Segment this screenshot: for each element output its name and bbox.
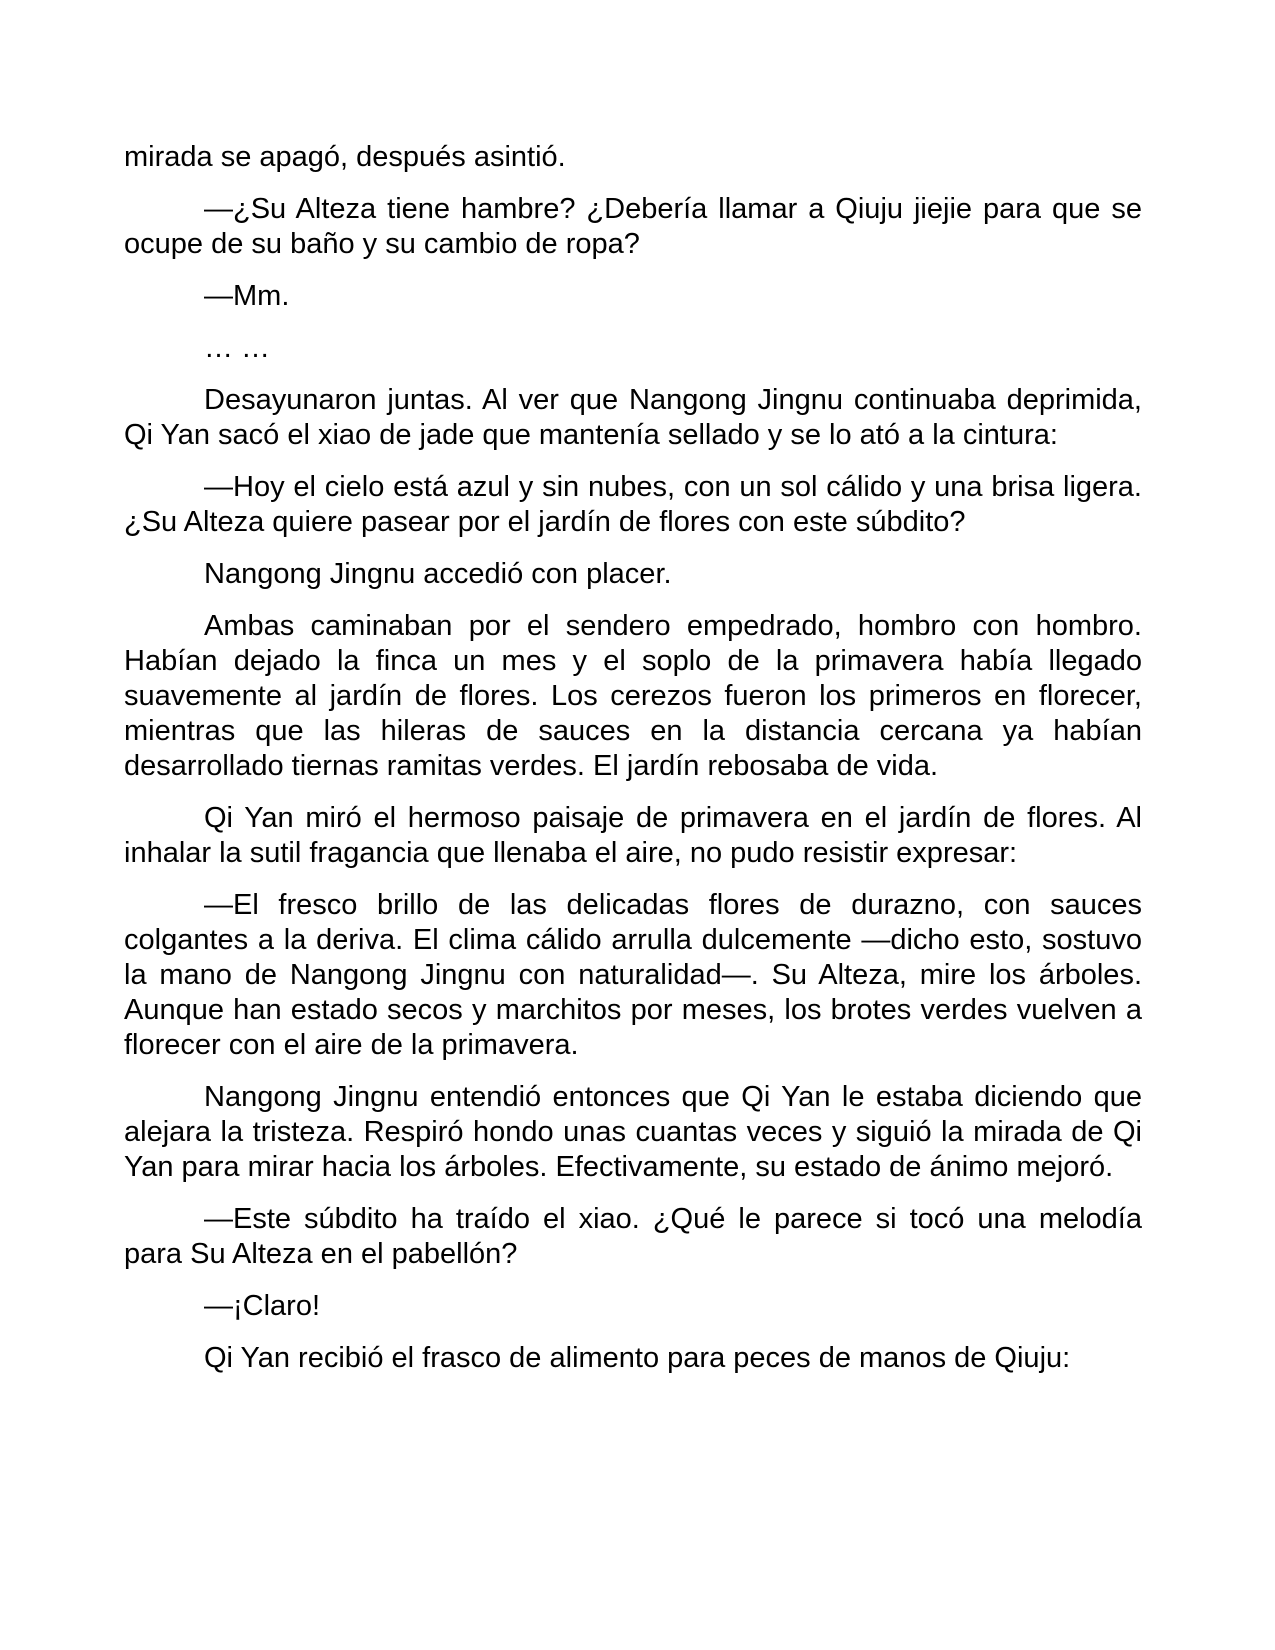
paragraph-8: Ambas caminaban por el sendero empedrado, hombro con hombro. Habían dejado la finca un mes y el soplo de la primavera había llegado suavemente al jardín de flores. Los cerezos fueron los primeros en florecer, mientras que las hileras de sauces en la distancia cercana ya habían desarrollado tiernas ramitas verdes. El jardín rebosaba de vida. — [124, 610, 1142, 782]
paragraph-6: —Hoy el cielo está azul y sin nubes, con un sol cálido y una brisa ligera. ¿Su Alteza quiere pasear por el jardín de flores con este súbdito? — [124, 471, 1142, 538]
document-page — [124, 140, 1142, 1393]
paragraph-9: Qi Yan miró el hermoso paisaje de primavera en el jardín de flores. Al inhalar la sutil fragancia que llenaba el aire, no pudo resistir expresar: — [124, 802, 1142, 869]
paragraph-7: Nangong Jingnu accedió con placer. — [204, 558, 672, 590]
paragraph-14: Qi Yan recibió el frasco de alimento para peces de manos de Qiuju: — [204, 1342, 1071, 1374]
paragraph-13: —¡Claro! — [204, 1290, 321, 1322]
paragraph-3: —Mm. — [204, 280, 290, 312]
paragraph-2: —¿Su Alteza tiene hambre? ¿Debería llamar a Qiuju jiejie para que se ocupe de su baño y su cambio de ropa? — [124, 193, 1142, 260]
paragraph-10: —El fresco brillo de las delicadas flores de durazno, con sauces colgantes a la deriva. El clima cálido arrulla dulcemente —dicho esto, sostuvo la mano de Nangong Jingnu con naturalidad—. Su Alteza, mire los árboles. Aunque han estado secos y marchitos por meses, los brotes verdes vuelven a florecer con el aire de la primavera. — [124, 889, 1142, 1061]
paragraph-11: Nangong Jingnu entendió entonces que Qi Yan le estaba diciendo que alejara la tristeza. Respiró hondo unas cuantas veces y siguió la mirada de Qi Yan para mirar hacia los árboles. Efectivamente, su estado de ánimo mejoró. — [124, 1081, 1142, 1183]
paragraph-5: Desayunaron juntas. Al ver que Nangong Jingnu continuaba deprimida, Qi Yan sacó el xiao de jade que mantenía sellado y se lo ató a la cintura: — [124, 384, 1142, 451]
paragraph-1: mirada se apagó, después asintió. — [124, 141, 566, 173]
paragraph-4: … … — [204, 332, 271, 364]
paragraph-12: —Este súbdito ha traído el xiao. ¿Qué le parece si tocó una melodía para Su Alteza en el pabellón? — [124, 1203, 1142, 1270]
